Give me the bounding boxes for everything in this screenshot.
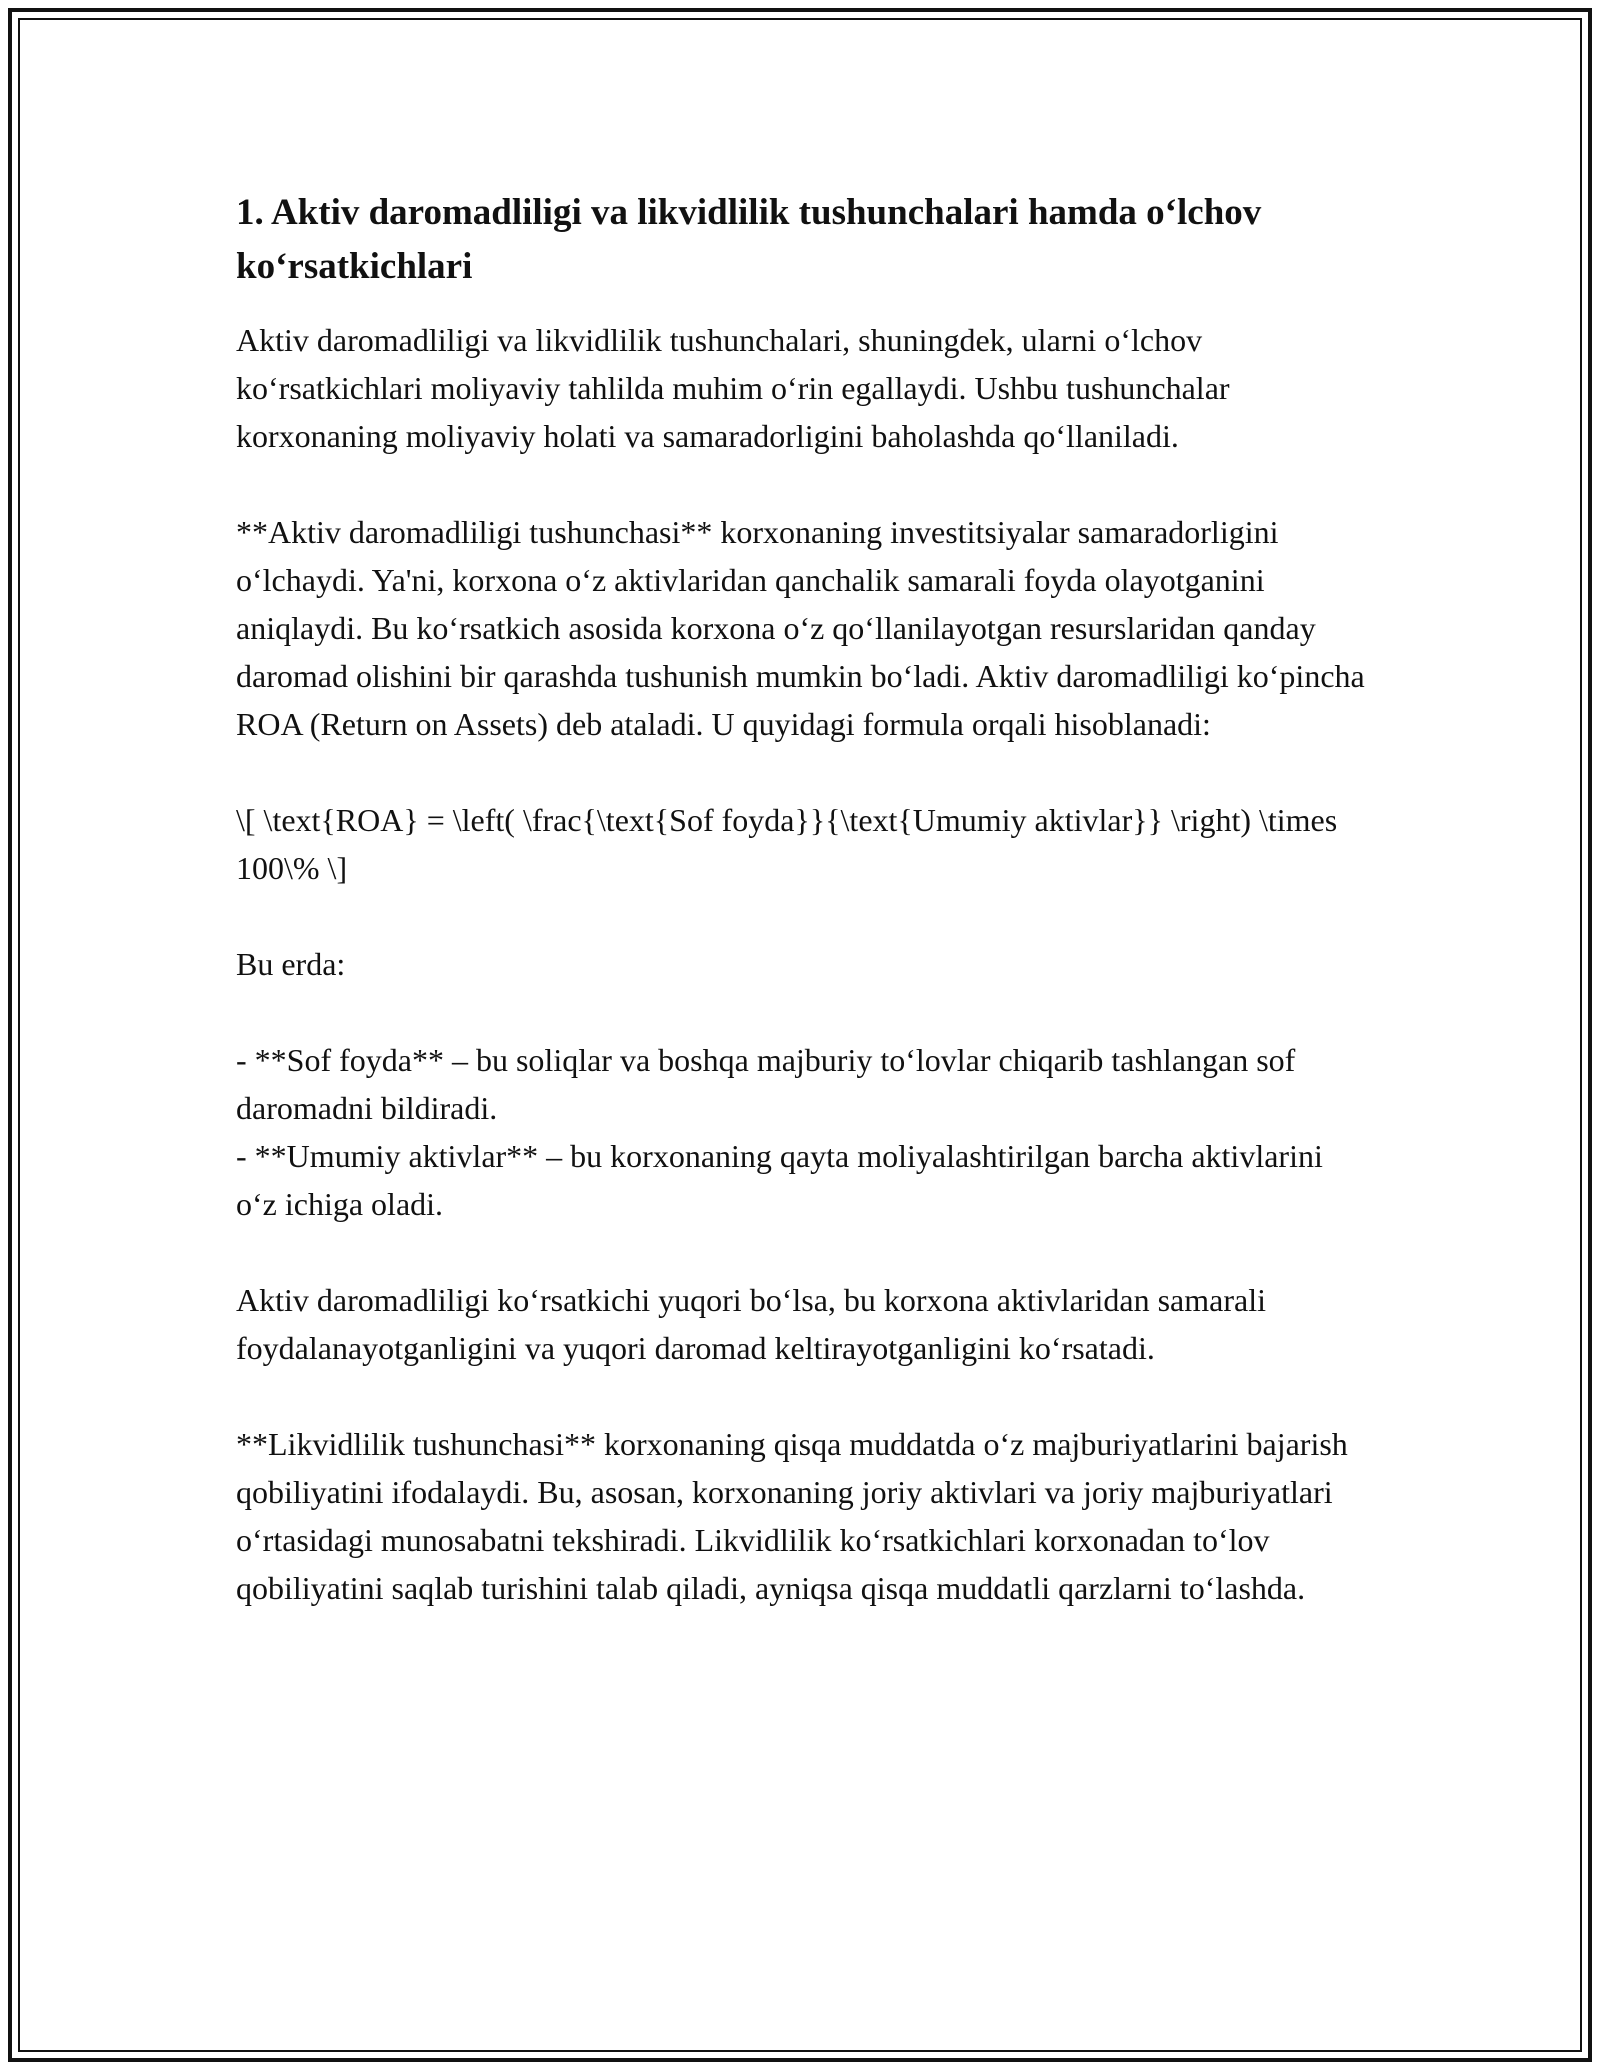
list-item-sof-foyda: - **Sof foyda** – bu soliqlar va boshqa majburiy to‘lovlar chiqarib tashlangan sof daromadni bildiradi. [236, 1042, 1296, 1126]
document-body [236, 186, 1366, 1660]
where-label: Bu erda: [236, 946, 346, 982]
roa-formula: \[ \text{ROA} = \left( \frac{\text{Sof foyda}}{\text{Umumiy aktivlar}} \right) \times 100\% \] [236, 802, 1338, 886]
section-heading: 1. Aktiv daromadliligi va likvidlilik tushunchalari hamda o‘lchov ko‘rsatkichlari [236, 192, 1262, 287]
roa-concept-paragraph: **Aktiv daromadliligi tushunchasi** korxonaning investitsiyalar samaradorligini o‘lchaydi. Ya'ni, korxona o‘z aktivlaridan qanchalik samarali foyda olayotganini aniqlaydi. Bu ko‘rsatkich asosida korxona o‘z qo‘llanilayotgan resurslaridan qanday daromad olishini bir qarashda tushunish mumkin bo‘ladi. Aktiv daromadliligi ko‘pincha ROA (Return on Assets) deb ataladi. U quyidagi formula orqali hisoblanadi: [236, 514, 1365, 742]
conclusion-paragraph: Aktiv daromadliligi ko‘rsatkichi yuqori bo‘lsa, bu korxona aktivlaridan samarali foydalanayotganligini va yuqori daromad keltirayotganligini ko‘rsatadi. [236, 1282, 1266, 1366]
list-item-umumiy-aktivlar: - **Umumiy aktivlar** – bu korxonaning qayta moliyalashtirilgan barcha aktivlarini o‘z ichiga oladi. [236, 1138, 1323, 1222]
intro-paragraph: Aktiv daromadliligi va likvidlilik tushunchalari, shuningdek, ularni o‘lchov ko‘rsatkichlari moliyaviy tahlilda muhim o‘rin egallaydi. Ushbu tushunchalar korxonaning moliyaviy holati va samaradorligini baholashda qo‘llaniladi. [236, 322, 1230, 454]
liquidity-paragraph: **Likvidlilik tushunchasi** korxonaning qisqa muddatda o‘z majburiyatlarini bajarish qobiliyatini ifodalaydi. Bu, asosan, korxonaning joriy aktivlari va joriy majburiyatlari o‘rtasidagi munosabatni tekshiradi. Likvidlilik ko‘rsatkichlari korxonadan to‘lov qobiliyatini saqlab turishini talab qiladi, ayniqsa qisqa muddatli qarzlarni to‘lashda. [236, 1426, 1348, 1606]
definition-list [236, 1036, 1366, 1228]
